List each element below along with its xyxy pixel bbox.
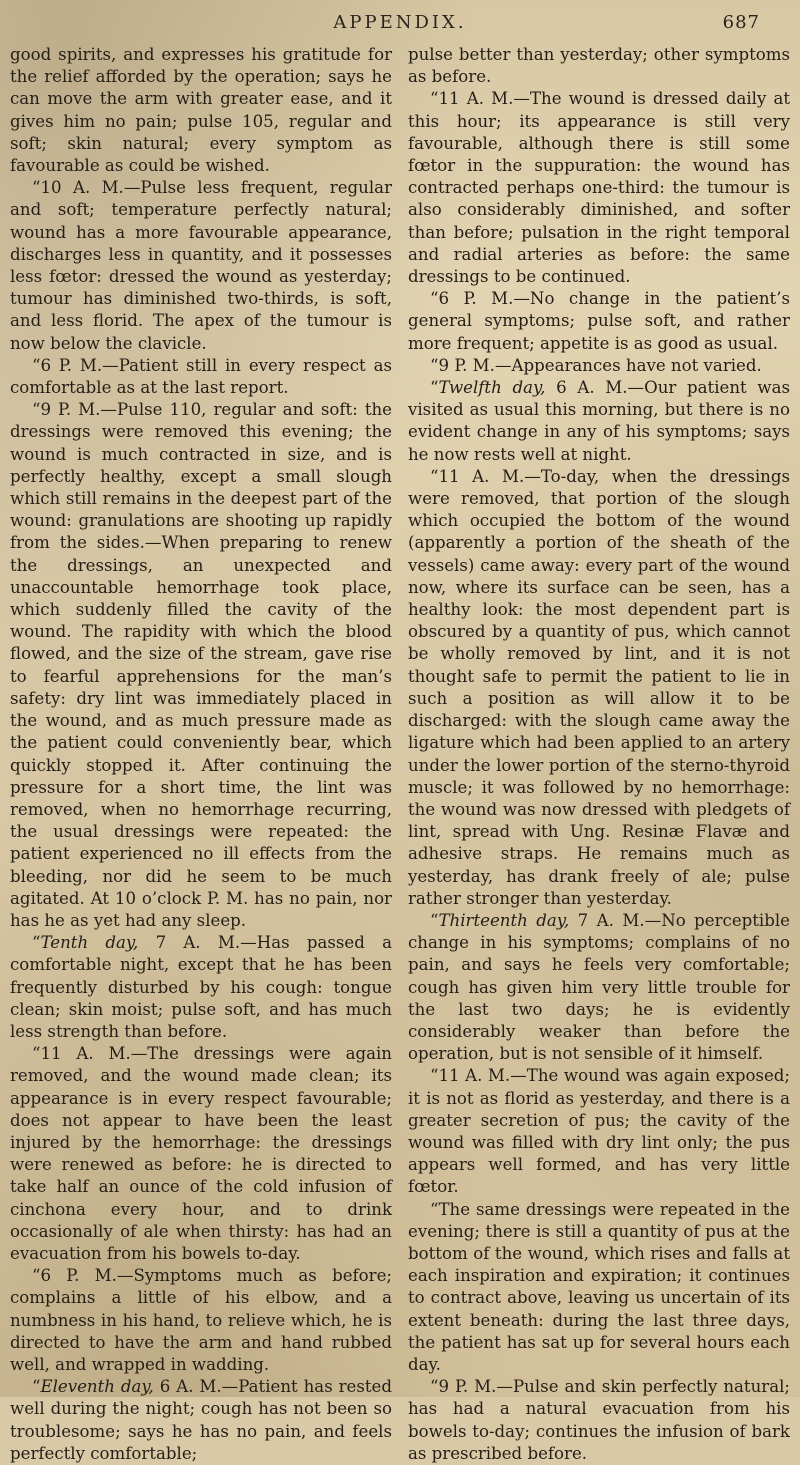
- paragraph-text: 7 A. M.—Has passed a comfortable night, except that he has been frequently disturbed by his cough: tongue clean; skin moist; pulse soft, and has much less strength than before.: [10, 933, 392, 1041]
- page-header: [40, 8, 760, 38]
- paragraph-text: 6 A. M.—Our patient was visited as usual this morning, but there is no evident change in any of his symptoms; says he now rests well at night.: [408, 378, 790, 464]
- paragraph: “11 A. M.—The dressings were again removed, and the wound made clean; its appearance is in every respect favourable; does not appear to have been the least injured by the hemorrhage: the dressings were renewed as before: he is directed to take half an ounce of the cold infusion of cinchona every hour, and to drink occasionally of ale when thirsty: has had an evacuation from his bowels to-day.: [10, 1044, 392, 1263]
- paragraph: “Thirteenth day, 7 A. M.—No perceptible change in his symptoms; complains of no pain, and says he feels very comfortable; cough has given him very little trouble for the last two days; he is evidently considerably weaker than before the operation, but is not sensible of it himself.: [408, 910, 790, 1064]
- left-column: [10, 44, 392, 1463]
- page-number: 687: [722, 12, 760, 33]
- paragraph: pulse better than yesterday; other symptoms as before.: [408, 45, 790, 87]
- paragraph: “The same dressings were repeated in the evening; there is still a quantity of pus at the bottom of the wound, which rises and falls at each inspiration and expiration; it continues to contract above, leaving us uncertain of its extent beneath: during the last three days, the patient has sat up for several hours each day.: [408, 1199, 790, 1374]
- day-heading: Eleventh day,: [40, 1377, 154, 1397]
- paragraph: “Twelfth day, 6 A. M.—Our patient was visited as usual this morning, but there is no evident change in any of his symptoms; says he now rests well at night.: [408, 378, 790, 464]
- day-heading: Twelfth day,: [438, 378, 546, 398]
- paragraph: “Tenth day, 7 A. M.—Has passed a comfortable night, except that he has been frequently disturbed by his cough: tongue clean; skin moist; pulse soft, and has much less strength than before.: [10, 933, 392, 1041]
- paragraph: “6 P. M.—Patient still in every respect as comfortable as at the last report.: [10, 355, 392, 398]
- paragraph: “9 P. M.—Appearances have not varied.: [430, 355, 762, 375]
- paragraph: “6 P. M.—Symptoms much as before; complains a little of his elbow, and a numbness in his hand, to relieve which, he is directed to have the arm and hand rubbed well, and wrapped in wadding.: [10, 1266, 392, 1374]
- paragraph: “11 A. M.—To-day, when the dressings were removed, that portion of the slough which occupied the bottom of the wound (apparently a portion of the sheath of the vessels) came away: every part of the wound now, where its surface can be seen, has a healthy look: the most dependent part is obscured by a quantity of pus, which cannot be wholly removed by lint, and it is not thought safe to permit the patient to lie in such a position as will allow it to be discharged: with the slough came away the ligature which had been applied to an artery under the lower portion of the sterno-thyroid muscle; it was followed by no hemorrhage: the wound was now dressed with pledgets of lint, spread with Ung. Resinæ Flavæ and adhesive straps. He remains much as yesterday, has drank freely of ale; pulse rather stronger than yesterday.: [408, 466, 790, 908]
- day-heading: Thirteenth day,: [438, 910, 570, 930]
- paragraph: “10 A. M.—Pulse less frequent, regular and soft; temperature perfectly natural; wound has a more favourable appearance, discharges less in quantity, and it possesses less fœtor: dressed the wound as yesterday; tumour has diminished two-thirds, is soft, and less florid. The apex of the tumour is now below the clavicle.: [10, 178, 392, 353]
- paragraph: “9 P. M.—Pulse and skin perfectly natural; has had a natural evacuation from his bowels to-day; continues the infusion of bark as prescribed before.: [408, 1377, 790, 1463]
- paragraph: “Eleventh day, 6 A. M.—Patient has rested well during the night; cough has not been so troublesome; says he has no pain, and feels perfectly comfortable;: [10, 1377, 392, 1463]
- paragraph: good spirits, and expresses his gratitude for the relief afforded by the operation; says he can move the arm with greater ease, and it gives him no pain; pulse 105, regular and soft; skin natural; every symptom as favourable as could be wished.: [10, 45, 392, 176]
- paragraph: “6 P. M.—No change in the patient’s general symptoms; pulse soft, and rather more frequent; appetite is as good as usual.: [408, 289, 790, 353]
- paragraph: “11 A. M.—The wound is dressed daily at this hour; its appearance is still very favourable, although there is still some fœtor in the suppuration: the wound has contracted perhaps one-third: the tumour is also considerably diminished, and softer than before; pulsation in the right temporal and radial arteries as before: the same dressings to be continued.: [408, 89, 790, 287]
- running-title: APPENDIX.: [333, 12, 467, 33]
- day-heading: Tenth day,: [40, 933, 139, 953]
- paragraph: “9 P. M.—Pulse 110, regular and soft: the dressings were removed this evening; the wound is much contracted in size, and is perfectly healthy, except a small slough which still remains in the deepest part of the wound: granulations are shooting up rapidly from the sides.—When preparing to renew the dressings, an unexpected and unaccountable hemorrhage took place, which suddenly filled the cavity of the wound. The rapidity with which the blood flowed, and the size of the stream, gave rise to fearful apprehensions for the man’s safety: dry lint was immediately placed in the wound, and as much pressure made as the patient could conveniently bear, which quickly stopped it. After continuing the pressure for a short time, the lint was removed, when no hemorrhage recurring, the usual dressings were repeated: the patient experienced no ill effects from the bleeding, nor did he seem to be much agitated. At 10 o’clock P. M. has no pain, nor has he as yet had any sleep.: [10, 400, 392, 930]
- paragraph: “11 A. M.—The wound was again exposed; it is not as florid as yesterday, and there is a greater secretion of pus; the cavity of the wound was filled with dry lint only; the pus appears well formed, and has very little fœtor.: [408, 1066, 790, 1197]
- paragraph-text: 6 A. M.—Patient has rested well during the night; cough has not been so troublesome; says he has no pain, and feels perfectly comfortable;: [10, 1377, 392, 1463]
- text-columns: [10, 44, 790, 1463]
- paragraph-text: 7 A. M.—No perceptible change in his symptoms; complains of no pain, and says he feels very comfortable; cough has given him very little trouble for the last two days; he is evidently considerably weaker than before the operation, but is not sensible of it himself.: [408, 910, 790, 1064]
- right-column: [408, 44, 790, 1463]
